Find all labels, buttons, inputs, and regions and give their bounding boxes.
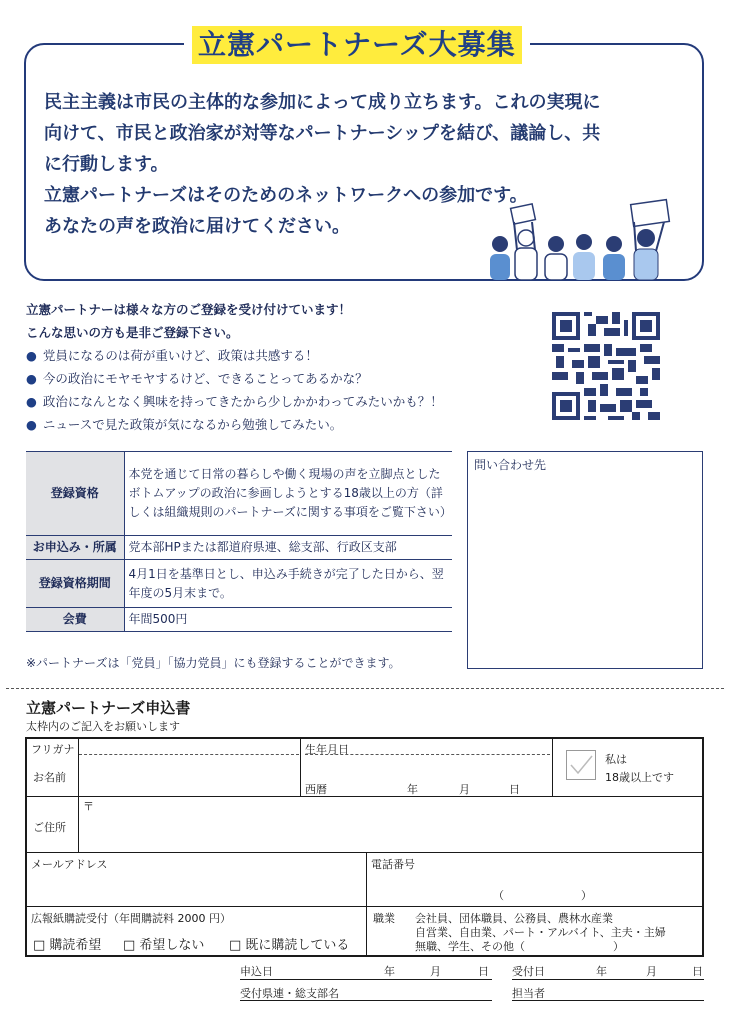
intro-line: あなたの声を政治に届けてください。 [44, 216, 350, 237]
branch-underline [240, 1000, 492, 1001]
apply-month: 月 [430, 965, 441, 978]
subscribe-option[interactable]: □ 購読希望 [33, 938, 102, 953]
receive-month: 月 [646, 965, 657, 978]
intro-line: 立憲パートナーズはそのためのネットワークへの参加です。 [44, 185, 528, 206]
divider [27, 906, 702, 907]
check-icon [567, 751, 595, 779]
branch-label: 受付県連・総支部名 [240, 987, 339, 1000]
appeal-line2: こんな思いの方も是非ご登録下さい。 [26, 325, 239, 340]
table-row [26, 560, 452, 608]
info-value: 年間500円 [124, 608, 452, 632]
year-label: 年 [407, 783, 418, 796]
info-label: 登録資格期間 [26, 560, 124, 608]
divider [552, 739, 553, 796]
intro-line: に行動します。 [44, 154, 169, 175]
membership-note: ※パートナーズは「党員」「協力党員」にも登録することができます。 [26, 656, 401, 670]
age-line1: 私は [605, 753, 627, 766]
name-label: お名前 [33, 771, 66, 784]
furigana-divider [79, 754, 299, 755]
list-item: ● 政治になんとなく興味を持ってきたから少しかかわってみたいかも？！ [26, 390, 546, 413]
age-line2: 18歳以上です [605, 771, 674, 784]
receive-date-underline [512, 979, 704, 980]
list-item: ● 党員になるのは荷が重いけど、政策は共感する！ [26, 344, 546, 367]
info-value: 党本部HPまたは都道府県連、総支部、行政区支部 [124, 536, 452, 560]
application-form [25, 737, 704, 957]
divider [366, 906, 367, 956]
page-title: 立憲パートナーズ大募集 [192, 26, 522, 64]
job-label: 職業 [373, 912, 395, 925]
appeal-section [26, 298, 546, 436]
cut-line [6, 688, 724, 689]
receive-date-label: 受付日 [512, 965, 545, 978]
decline-option[interactable]: □ 希望しない [123, 938, 205, 953]
table-row [26, 536, 452, 560]
info-table [26, 451, 452, 632]
age-checkbox[interactable] [566, 750, 596, 780]
furigana-field[interactable] [79, 739, 299, 754]
divider [78, 739, 79, 796]
furigana-label: フリガナ [31, 743, 75, 756]
divider [27, 852, 702, 853]
month-label: 月 [459, 783, 470, 796]
people-illustration [484, 198, 680, 280]
qr-code-icon[interactable] [552, 312, 660, 420]
apply-date-underline [240, 979, 492, 980]
apply-day: 日 [478, 965, 489, 978]
staff-label: 担当者 [512, 987, 545, 1000]
info-value: 4月1日を基準日とし、申込み手続きが完了した日から、翌年度の5月末まで。 [124, 560, 452, 608]
form-subtitle: 太枠内のご記入をお願いします [26, 720, 180, 733]
list-item: ● ニュースで見た政策が気になるから勉強してみたい。 [26, 413, 546, 436]
table-row [26, 452, 452, 536]
job-option-line2[interactable]: 自営業、自由業、パート・アルバイト、主夫・主婦 [415, 926, 666, 939]
list-item: ● 今の政治にモヤモヤするけど、できることってあるかな？ [26, 367, 546, 390]
divider [366, 852, 367, 906]
day-label: 日 [509, 783, 520, 796]
form-title: 立憲パートナーズ申込書 [26, 699, 191, 717]
seireki-label: 西暦 [305, 783, 327, 796]
newsletter-label: 広報紙購読受付（年間購読料 2000 円） [31, 912, 231, 925]
table-row [26, 608, 452, 632]
job-option-line3[interactable]: 無職、学生、その他（ ） [415, 940, 624, 953]
appeal-bullets [26, 344, 546, 436]
title-wrap [184, 26, 530, 64]
job-option-line1[interactable]: 会社員、団体職員、公務員、農林水産業 [415, 912, 613, 925]
intro-line: 向けて、市民と政治家が対等なパートナーシップを結び、議論し、共 [44, 123, 601, 144]
divider [300, 739, 301, 796]
birth-divider [305, 754, 550, 755]
name-field[interactable] [79, 756, 299, 794]
staff-underline [512, 1000, 704, 1001]
phone-field[interactable] [371, 871, 699, 903]
contact-box [467, 451, 703, 669]
postal-mark: 〒 [83, 800, 94, 813]
address-label: ご住所 [33, 821, 66, 834]
contact-label: 問い合わせ先 [474, 458, 547, 472]
email-field[interactable] [31, 871, 361, 903]
info-label: 会費 [26, 608, 124, 632]
address-field[interactable] [97, 797, 697, 851]
intro-line: 民主主義は市民の主体的な参加によって成り立ちます。これの実現に [44, 92, 601, 113]
apply-date-label: 申込日 [240, 965, 273, 978]
appeal-line1: 立憲パートナーは様々な方のご登録を受け付けています！ [26, 302, 352, 317]
already-option[interactable]: □ 既に購読している [229, 938, 350, 953]
receive-day: 日 [692, 965, 703, 978]
divider [78, 796, 79, 852]
phone-label: 電話番号 [371, 858, 415, 871]
phone-paren: （ ） [493, 889, 592, 902]
receive-year: 年 [596, 965, 607, 978]
apply-year: 年 [384, 965, 395, 978]
birth-label: 生年月日 [305, 743, 349, 756]
info-value: 本党を通じて日常の暮らしや働く現場の声を立脚点としたボトムアップの政治に参画しようとする18歳以上の方（詳しくは組織規則のパートナーズに関する事項をご覧下さい） [124, 452, 452, 536]
info-label: お申込み・所属 [26, 536, 124, 560]
birth-field[interactable] [327, 756, 549, 794]
info-label: 登録資格 [26, 452, 124, 536]
email-label: メールアドレス [31, 858, 108, 871]
